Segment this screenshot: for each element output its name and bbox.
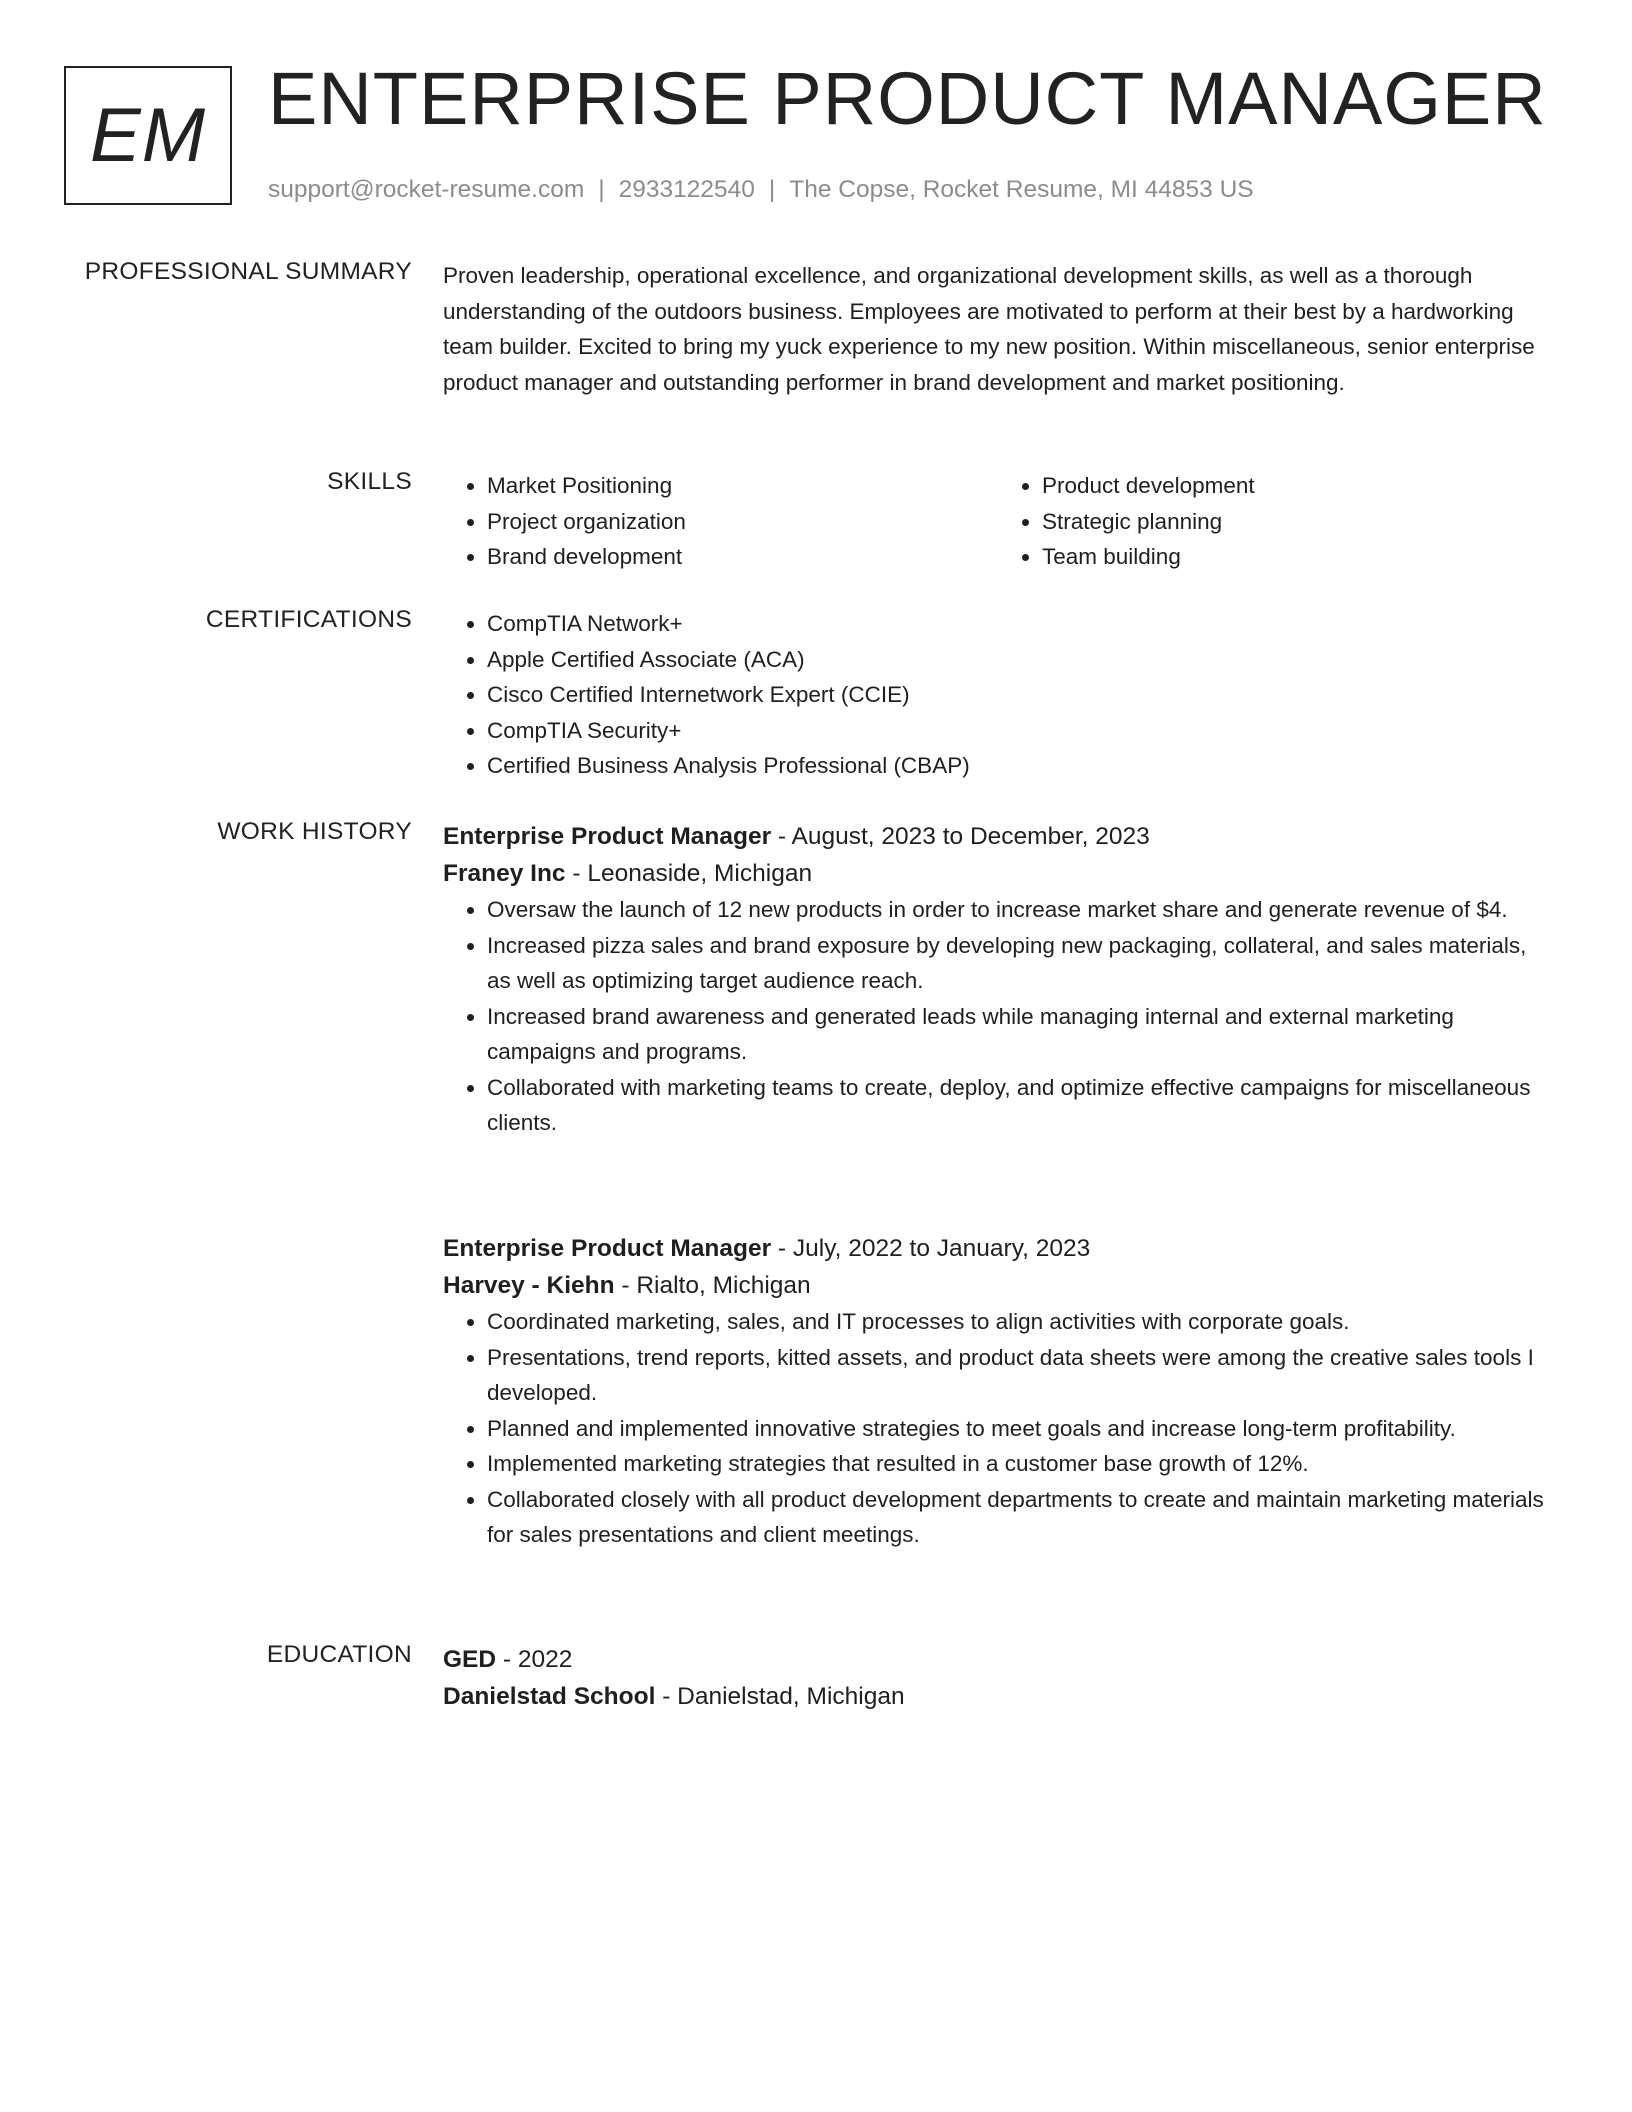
job-bullet: • Increased pizza sales and brand exposure by developing new packaging, collateral, and sales materials, as well as optimizing target audience reach. (487, 928, 1553, 999)
work-history-label: WORK HISTORY (217, 818, 412, 845)
education-location: - Danielstad, Michigan (655, 1683, 905, 1710)
contact-separator: | (598, 176, 605, 203)
job-title: Enterprise Product Manager (443, 1235, 772, 1262)
summary-label: PROFESSIONAL SUMMARY (84, 258, 412, 285)
summary-body (443, 258, 1553, 400)
skills-body (443, 468, 1553, 575)
skill-item: • Brand development (487, 539, 998, 575)
skills-column-2 (998, 468, 1553, 575)
job-bullet: • Collaborated with marketing teams to create, deploy, and optimize effective campaigns for miscellaneous clients. (487, 1070, 1553, 1141)
job-bullet: • Oversaw the launch of 12 new products in order to increase market share and generate revenue of $4. (487, 892, 1553, 928)
job-company-line (443, 1267, 1553, 1304)
job-title-line (443, 818, 1553, 855)
job-bullet: • Presentations, trend reports, kitted assets, and product data sheets were among the creative sales tools I developed. (487, 1340, 1553, 1411)
job-bullets (443, 892, 1553, 1141)
skills-column-1 (443, 468, 998, 575)
certifications-label: CERTIFICATIONS (205, 606, 412, 633)
job-company: Franey Inc (443, 860, 566, 887)
monogram-badge (64, 66, 232, 205)
certifications-list (443, 606, 1553, 784)
job-dates: - July, 2022 to January, 2023 (771, 1235, 1091, 1262)
education-label: EDUCATION (266, 1641, 412, 1668)
summary-text: Proven leadership, operational excellence, and organizational development skills, as well as a thorough understanding of the outdoors business. Employees are motivated to perform at their best by a hardworking team builder. Excited to bring my yuck experience to my new position. Within miscellaneous, senior enterprise product manager and outstanding performer in brand development and market positioning. (443, 263, 1535, 395)
certification-item: • Apple Certified Associate (ACA) (487, 642, 1553, 678)
job-entry (443, 818, 1553, 1141)
job-bullets (443, 1304, 1553, 1553)
job-location: - Leonaside, Michigan (565, 860, 813, 887)
education-year: - 2022 (496, 1646, 573, 1673)
contact-separator: | (768, 176, 776, 203)
contact-phone: 2933122540 (618, 176, 755, 203)
certification-item: • CompTIA Security+ (487, 713, 1553, 749)
job-entry (443, 1230, 1553, 1553)
job-title-line (443, 1230, 1553, 1267)
skill-item: • Strategic planning (1042, 504, 1553, 540)
work-history-body (443, 818, 1553, 1141)
job-bullet: • Implemented marketing strategies that resulted in a customer base growth of 12%. (487, 1446, 1553, 1482)
work-history-body-2 (443, 1230, 1553, 1553)
education-school-line (443, 1678, 1553, 1715)
contact-line (268, 176, 1254, 204)
certification-item: • CompTIA Network+ (487, 606, 1553, 642)
skill-item: • Market Positioning (487, 468, 998, 504)
job-location: - Rialto, Michigan (614, 1272, 811, 1299)
certification-item: • Certified Business Analysis Professional (CBAP) (487, 748, 1553, 784)
job-company-line (443, 855, 1553, 892)
skill-item: • Team building (1042, 539, 1553, 575)
skill-item: • Project organization (487, 504, 998, 540)
resume-title: ENTERPRISE PRODUCT MANAGER (268, 57, 1547, 140)
contact-address: The Copse, Rocket Resume, MI 44853 US (789, 176, 1254, 203)
job-bullet: • Collaborated closely with all product development departments to create and maintain marketing materials for sales presentations and client meetings. (487, 1482, 1553, 1553)
education-body (443, 1641, 1553, 1715)
education-degree: GED (443, 1646, 497, 1673)
skill-item: • Product development (1042, 468, 1553, 504)
job-company: Harvey - Kiehn (443, 1272, 615, 1299)
job-bullet: • Coordinated marketing, sales, and IT processes to align activities with corporate goals. (487, 1304, 1553, 1340)
job-dates: - August, 2023 to December, 2023 (771, 823, 1150, 850)
education-degree-line (443, 1641, 1553, 1678)
job-bullet: • Planned and implemented innovative strategies to meet goals and increase long-term profitability. (487, 1411, 1553, 1447)
education-school: Danielstad School (443, 1683, 656, 1710)
certifications-body (443, 606, 1553, 784)
contact-email: support@rocket-resume.com (268, 176, 585, 203)
skills-grid (443, 468, 1553, 575)
skills-label: SKILLS (327, 468, 412, 495)
job-bullet: • Increased brand awareness and generated leads while managing internal and external marketing campaigns and programs. (487, 999, 1553, 1070)
certification-item: • Cisco Certified Internetwork Expert (CCIE) (487, 677, 1553, 713)
job-title: Enterprise Product Manager (443, 823, 772, 850)
monogram-text: EM (90, 93, 206, 178)
